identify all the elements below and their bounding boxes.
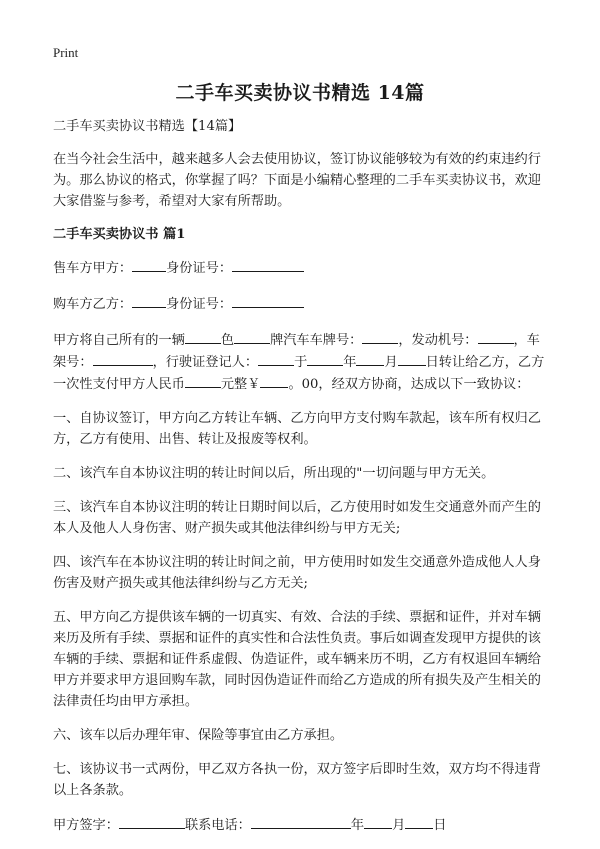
party-a-signature-label: 甲方签字： — [53, 818, 119, 833]
clause-1: 一、自协议签订，甲方向乙方转让车辆、乙方向甲方支付购车款起，该车所有权归乙方，乙方有使用、出售、转让及报废等权利。 — [53, 411, 541, 447]
print-link[interactable]: Print — [53, 45, 79, 60]
seller-name-blank — [132, 257, 166, 272]
buyer-line — [53, 293, 550, 315]
clause-3: 三、该汽车自本协议注明的转让日期时间以后，乙方使用时如发生交通意外而产生的本人及他人人身伤害、财产损失或其他法律纠纷与甲方无关; — [53, 500, 541, 536]
intro-paragraph: 在当今社会生活中，越来越多人会去使用协议，签订协议能够较为有效的约束违约行为。那么协议的格式，你掌握了吗？下面是小编精心整理的二手车买卖协议书，欢迎大家借鉴与参考，希望对大家有所帮助。 — [53, 152, 541, 209]
sign-day-label: 日 — [433, 818, 447, 833]
buyer-id-label: 身份证号： — [166, 297, 233, 312]
seller-id-blank — [232, 257, 304, 272]
transfer-text-9: 月 — [384, 355, 398, 370]
transfer-text-11: 元整￥ — [220, 377, 261, 392]
document-body — [53, 116, 550, 849]
buyer-id-blank — [232, 293, 304, 308]
month-blank — [356, 351, 384, 366]
buyer-name-blank — [132, 293, 166, 308]
seller-id-label: 身份证号： — [166, 261, 233, 276]
seller-line — [53, 257, 550, 279]
transfer-clause — [53, 329, 550, 395]
sign-year-label: 年 — [350, 818, 365, 833]
sign-month-label: 月 — [392, 818, 406, 833]
vehicle-model-blank — [185, 329, 221, 344]
clause-6: 六、该车以后办理年审、保险等事宜由乙方承担。 — [53, 728, 344, 743]
transfer-text-5: ，车架号： — [53, 333, 540, 370]
transfer-text-10: 日转让给乙方，乙方一次性支付甲方人民币 — [53, 355, 545, 392]
document-subtitle: 二手车买卖协议书精选【14篇】 — [53, 119, 242, 134]
document-title: 二手车买卖协议书精选 14篇 — [175, 82, 425, 104]
vin-blank — [93, 351, 153, 366]
price-number-blank — [260, 373, 288, 388]
transfer-text-12: 。00，经双方协商，达成以下一致协议： — [288, 377, 530, 392]
engine-number-blank — [478, 329, 514, 344]
price-words-blank — [185, 373, 221, 388]
transfer-text-6: ，行驶证登记人： — [152, 355, 259, 370]
phone-label: 联系电话： — [184, 818, 251, 833]
transfer-text-2: 色 — [220, 333, 235, 348]
clause-4: 四、该汽车在本协议注明的转让时间之前，甲方使用时如发生交通意外造成他人人身伤害及财产损失或其他法律纠纷与乙方无关; — [53, 555, 541, 591]
seller-label: 售车方甲方： — [53, 261, 133, 276]
year-blank — [307, 351, 343, 366]
clause-5: 五、甲方向乙方提供该车辆的一切真实、有效、合法的手续、票据和证件，并对车辆来历及所有手续、票据和证件的真实性和合法性负责。事后如调查发现甲方提供的该车辆的手续、票据和证件系虚假、伪造证件，或车辆来历不明，乙方有权退回车辆给甲方并要求甲方退回购车款，同时因伪造证件而给乙方造成的所有损失及产生相关的法律责任均由甲方承担。 — [53, 610, 541, 709]
vehicle-color-blank — [234, 329, 270, 344]
transfer-text-4: ，发动机号： — [398, 333, 478, 348]
clause-7: 七、该协议书一式两份，甲乙双方各执一份，双方签字后即时生效，双方均不得违背以上各条款。 — [53, 762, 541, 798]
buyer-label: 购车方乙方： — [53, 297, 133, 312]
transfer-text-1: 甲方将自己所有的一辆 — [53, 333, 185, 348]
signature-line — [53, 814, 550, 836]
sign-day-blank — [405, 814, 433, 829]
transfer-text-3: 牌汽车车牌号： — [270, 333, 363, 348]
plate-number-blank — [362, 329, 398, 344]
day-blank — [398, 351, 426, 366]
party-a-signature-blank — [119, 814, 185, 829]
section-heading: 二手车买卖协议书 篇1 — [53, 227, 186, 242]
sign-month-blank — [364, 814, 392, 829]
phone-blank — [251, 814, 351, 829]
transfer-text-8: 年 — [343, 355, 357, 370]
clause-2: 二、该汽车自本协议注明的转让时间以后，所出现的"一切问题与甲方无关。 — [53, 466, 495, 481]
registrant-blank — [258, 351, 294, 366]
transfer-text-7: 于 — [294, 355, 308, 370]
